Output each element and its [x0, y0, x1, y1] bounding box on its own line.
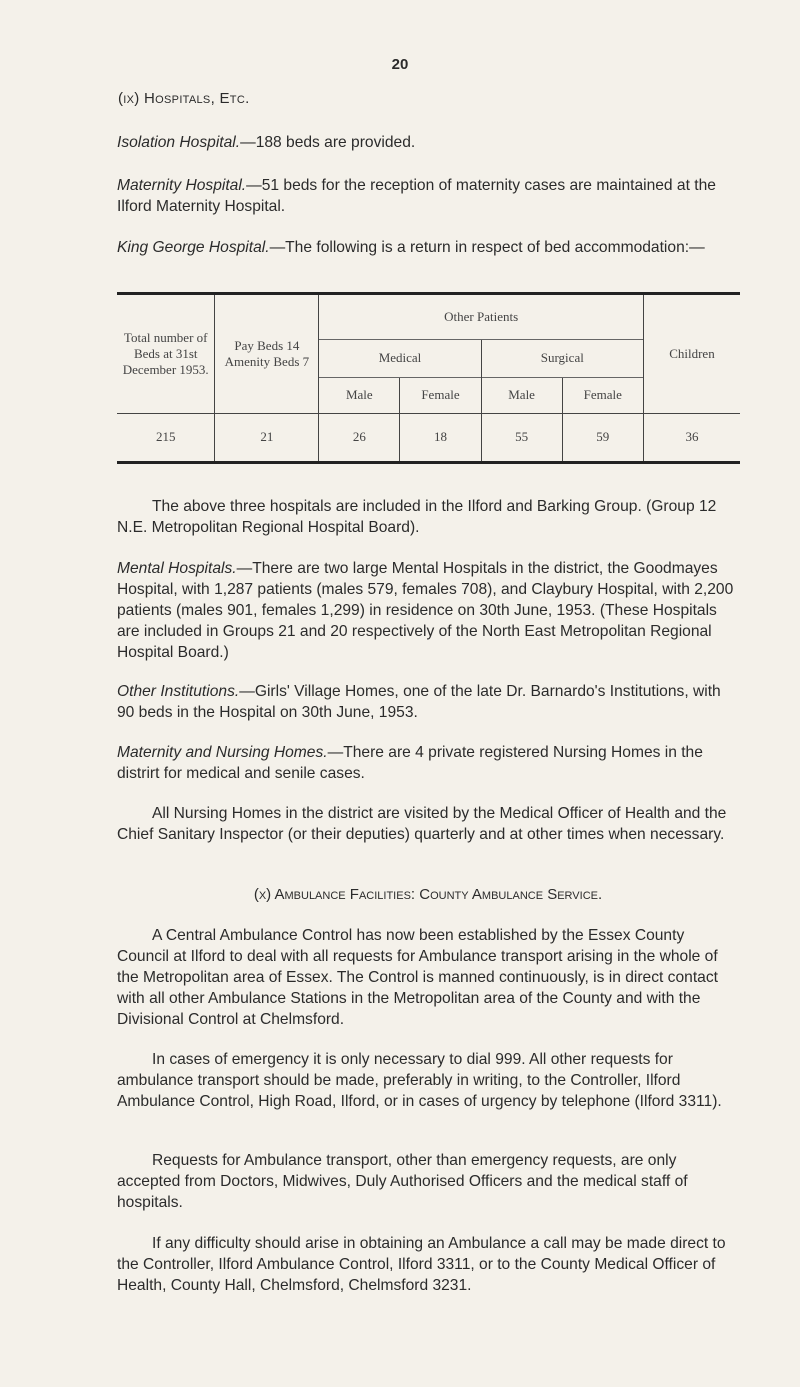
ambulance-paragraph-4: If any difficulty should arise in obtaining an Ambulance a call may be made direct to the Controller, Ilford Ambulance Control, Ilford 3311, or to the County Medical Officer of Health, County Hall, Chelmsford, Chelmsford 3231. [117, 1235, 726, 1294]
header-surgical-male: Male [481, 377, 562, 413]
king-george-text: —The following is a return in respect of bed accommodation:— [269, 239, 705, 256]
mental-lead: Mental Hospitals. [117, 560, 237, 577]
nursing-homes-lead: Maternity and Nursing Homes. [117, 744, 328, 761]
cell-surgical-male: 55 [481, 413, 562, 461]
maternity-text: —51 beds for the reception of maternity cases are maintained at the Ilford Maternity Hospital. [117, 177, 716, 215]
maternity-paragraph [117, 175, 739, 217]
isolation-text: —188 beds are provided. [240, 134, 416, 151]
nursing-homes-paragraph [117, 742, 739, 784]
king-george-lead: King George Hospital. [117, 239, 270, 256]
header-total-beds: Total number of Beds at 31st December 1953. [117, 295, 215, 413]
header-surgical: Surgical [481, 339, 643, 377]
cell-medical-female: 18 [400, 413, 481, 461]
header-surgical-female: Female [562, 377, 643, 413]
nursing-homes-text: —There are 4 private registered Nursing Homes in the distrirt for medical and senile cases. [117, 744, 703, 782]
ambulance-paragraph-3: Requests for Ambulance transport, other than emergency requests, are only accepted from Doctors, Midwives, Duly Authorised Officers and the medical staff of hospitals. [117, 1152, 688, 1211]
ambulance-paragraph-2: In cases of emergency it is only necessary to dial 999. All other requests for ambulance transport should be made, preferably in writing, to the Controller, Ilford Ambulance Control, High Road, Ilford, or in cases of urgency by telephone (Ilford 3311). [117, 1051, 722, 1110]
header-amenity-beds: Amenity Beds 7 [224, 353, 310, 369]
mental-paragraph [117, 558, 739, 663]
ambulance-paragraph-1: A Central Ambulance Control has now been established by the Essex County Council at Ilford to deal with all requests for Ambulance transport arising in the whole of the Metropolitan area of Essex. The Control is manned continuously, is in direct contact with all other Ambulance Stations in the Metropolitan area of the County and with the Divisional Control at Chelmsford. [117, 927, 718, 1028]
cell-children: 36 [643, 413, 740, 461]
header-medical: Medical [319, 339, 481, 377]
header-pay-beds: Pay Beds 14 [234, 337, 300, 353]
cell-medical-male: 26 [319, 413, 400, 461]
isolation-lead: Isolation Hospital. [117, 134, 241, 151]
other-institutions-paragraph [117, 681, 739, 723]
king-george-paragraph [117, 237, 739, 258]
header-children: Children [643, 295, 740, 413]
hospitals-heading: (ix) Hospitals, Etc. [118, 90, 250, 107]
ambulance-heading: (x) Ambulance Facilities: County Ambulance Service. [253, 886, 603, 903]
bed-accommodation-table [117, 292, 740, 464]
other-institutions-text: —Girls' Village Homes, one of the late Dr. Barnardo's Institutions, with 90 beds in the Hospital on 30th June, 1953. [117, 683, 721, 721]
other-institutions-lead: Other Institutions. [117, 683, 240, 700]
header-medical-male: Male [319, 377, 400, 413]
cell-surgical-female: 59 [562, 413, 643, 461]
group-note: The above three hospitals are included in the Ilford and Barking Group. (Group 12 N.E. Metropolitan Regional Hospital Board). [117, 498, 717, 536]
mental-text: —There are two large Mental Hospitals in the district, the Goodmayes Hospital, with 1,287 patients (males 579, females 708), and Claybury Hospital, with 2,200 patients (males 901, females 1,299) in residence on 30th June, 1953. (These Hospitals are included in Groups 21 and 20 respectively of the North East Metropolitan Regional Hospital Board.) [117, 560, 734, 661]
cell-total-beds: 215 [155, 429, 176, 445]
visits-paragraph: All Nursing Homes in the district are visited by the Medical Officer of Health and the Chief Sanitary Inspector (or their deputies) quarterly and at other times when necessary. [117, 805, 727, 843]
header-other-patients: Other Patients [319, 295, 644, 339]
cell-pay-amenity: 21 [215, 413, 319, 461]
header-pay-amenity [215, 295, 319, 413]
maternity-lead: Maternity Hospital. [117, 177, 247, 194]
header-medical-female: Female [400, 377, 481, 413]
isolation-paragraph [117, 132, 739, 153]
page-number: 20 [391, 56, 409, 73]
